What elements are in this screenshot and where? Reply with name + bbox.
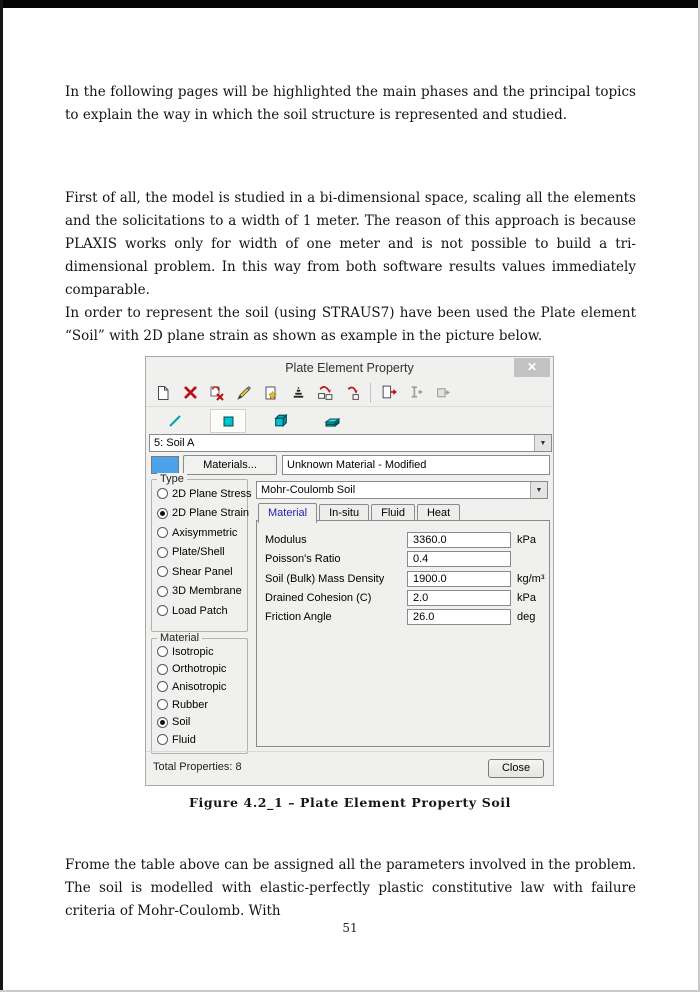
close-button[interactable]: Close [488, 759, 544, 778]
radio-anisotropic[interactable]: Anisotropic [157, 678, 247, 696]
drained-cohesion-input[interactable] [407, 590, 511, 606]
material-groupbox [151, 632, 248, 754]
import-icon-disabled[interactable] [406, 384, 426, 402]
element-type-toolbar [146, 407, 553, 434]
property-select[interactable] [149, 434, 552, 452]
paragraph-4: Frome the table above can be assigned all the parameters involved in the problem. The soil is modelled with elastic-perfectly plastic constitutive law with failure criteria of Mohr-Coulomb. With [65, 857, 636, 919]
new-document-icon[interactable] [153, 384, 173, 402]
transfer-icon-disabled[interactable] [433, 384, 453, 402]
purge-icon[interactable] [207, 384, 227, 402]
laminate-icon[interactable] [316, 410, 350, 432]
field-unit: deg [517, 611, 536, 624]
radio-plate-shell[interactable]: Plate/Shell [157, 543, 247, 563]
paragraph-3: In order to represent the soil (using STRAUS7) have been used the Plate element “Soil” with 2D plane strain as shown as example in the picture below. [65, 305, 636, 344]
field-mass-density [265, 571, 549, 587]
radio-fluid[interactable]: Fluid [157, 731, 247, 749]
delete-icon[interactable] [180, 384, 200, 402]
radio-icon [157, 664, 168, 675]
material-name-field[interactable] [282, 455, 550, 475]
mass-density-input[interactable] [407, 571, 511, 587]
field-label: Drained Cohesion (C) [265, 591, 372, 604]
field-poissons-ratio [265, 551, 549, 567]
friction-angle-input[interactable] [407, 609, 511, 625]
radio-2d-plane-strain[interactable]: 2D Plane Strain [157, 504, 247, 524]
radio-icon [157, 586, 168, 597]
radio-icon [157, 681, 168, 692]
paragraph-2: First of all, the model is studied in a bi-dimensional space, scaling all the elements and the solicitations to a width of 1 meter. The reason of this approach is because PLAXIS works only for width of one meter and is not possible to build a tri-dimensional problem. In this way from both software results values immediately comparable. [65, 190, 636, 298]
radio-load-patch[interactable]: Load Patch [157, 601, 247, 621]
tab-in-situ[interactable]: In-situ [319, 504, 369, 522]
radio-3d-membrane[interactable]: 3D Membrane [157, 582, 247, 602]
dialog-status-row [146, 751, 553, 787]
chevron-down-icon[interactable]: ▼ [534, 435, 551, 451]
sort-icon[interactable] [288, 384, 308, 402]
property-select-value: 5: Soil A [154, 437, 195, 449]
soil-model-select[interactable] [256, 481, 548, 499]
total-properties-status: Total Properties: 8 [153, 761, 242, 773]
modulus-input[interactable] [407, 532, 511, 548]
brick-icon[interactable] [264, 410, 298, 432]
edit-pencil-icon[interactable] [234, 384, 254, 402]
material-groupbox-label: Material [157, 632, 202, 644]
close-icon[interactable]: ✕ [514, 358, 550, 377]
radio-isotropic[interactable]: Isotropic [157, 643, 247, 661]
field-unit: kPa [517, 534, 536, 546]
soil-model-select-value: Mohr-Coulomb Soil [261, 484, 356, 496]
page-edge-left [0, 0, 3, 992]
radio-icon [157, 527, 168, 538]
type-groupbox-label: Type [157, 473, 187, 485]
field-drained-cohesion [265, 590, 549, 606]
radio-icon [157, 605, 168, 616]
field-label: Friction Angle [265, 611, 332, 624]
poissons-ratio-input[interactable] [407, 551, 511, 567]
field-friction-angle [265, 609, 549, 625]
figure-caption: Figure 4.2_1 – Plate Element Property Soil [189, 795, 511, 810]
dialog-title: Plate Element Property [285, 361, 414, 375]
paste-link-icon[interactable] [342, 384, 362, 402]
field-unit: kg/m³ [517, 572, 545, 585]
dialog-toolbar [146, 379, 553, 407]
property-color-swatch[interactable] [151, 456, 179, 474]
radio-checked-icon [157, 717, 168, 728]
export-icon[interactable] [379, 384, 399, 402]
toolbar-separator [370, 383, 371, 403]
page-edge-top [0, 0, 700, 8]
radio-orthotropic[interactable]: Orthotropic [157, 661, 247, 679]
copy-link-icon[interactable] [315, 384, 335, 402]
dialog-titlebar[interactable] [146, 357, 553, 379]
radio-icon [157, 488, 168, 499]
plate-icon[interactable] [210, 409, 246, 433]
radio-icon [157, 547, 168, 558]
radio-icon [157, 566, 168, 577]
radio-icon [157, 734, 168, 745]
radio-rubber[interactable]: Rubber [157, 696, 247, 714]
beam-icon[interactable] [158, 410, 192, 432]
paragraph-1: In the following pages will be highlighted the main phases and the principal topics to explain the way in which the soil structure is represented and studied. [65, 84, 636, 123]
field-modulus [265, 532, 549, 548]
type-groupbox [151, 473, 252, 632]
radio-icon [157, 699, 168, 710]
radio-checked-icon [157, 508, 168, 519]
field-label: Soil (Bulk) Mass Density [265, 572, 385, 585]
tab-fluid[interactable]: Fluid [371, 504, 415, 522]
radio-icon [157, 646, 168, 657]
field-label: Poisson's Ratio [265, 553, 341, 566]
field-label: Modulus [265, 534, 307, 546]
radio-shear-panel[interactable]: Shear Panel [157, 562, 247, 582]
radio-soil[interactable]: Soil [157, 713, 247, 731]
radio-2d-plane-stress[interactable]: 2D Plane Stress [157, 484, 247, 504]
tab-heat[interactable]: Heat [417, 504, 460, 522]
materials-button[interactable]: Materials... [183, 455, 277, 475]
page-number: 51 [342, 921, 358, 935]
assign-icon[interactable] [261, 384, 281, 402]
tab-material[interactable]: Material [258, 503, 317, 523]
chevron-down-icon[interactable]: ▼ [530, 482, 547, 498]
field-unit: kPa [517, 591, 536, 604]
radio-axisymmetric[interactable]: Axisymmetric [157, 523, 247, 543]
plate-element-property-dialog [145, 356, 554, 786]
material-tab-panel [256, 520, 550, 747]
